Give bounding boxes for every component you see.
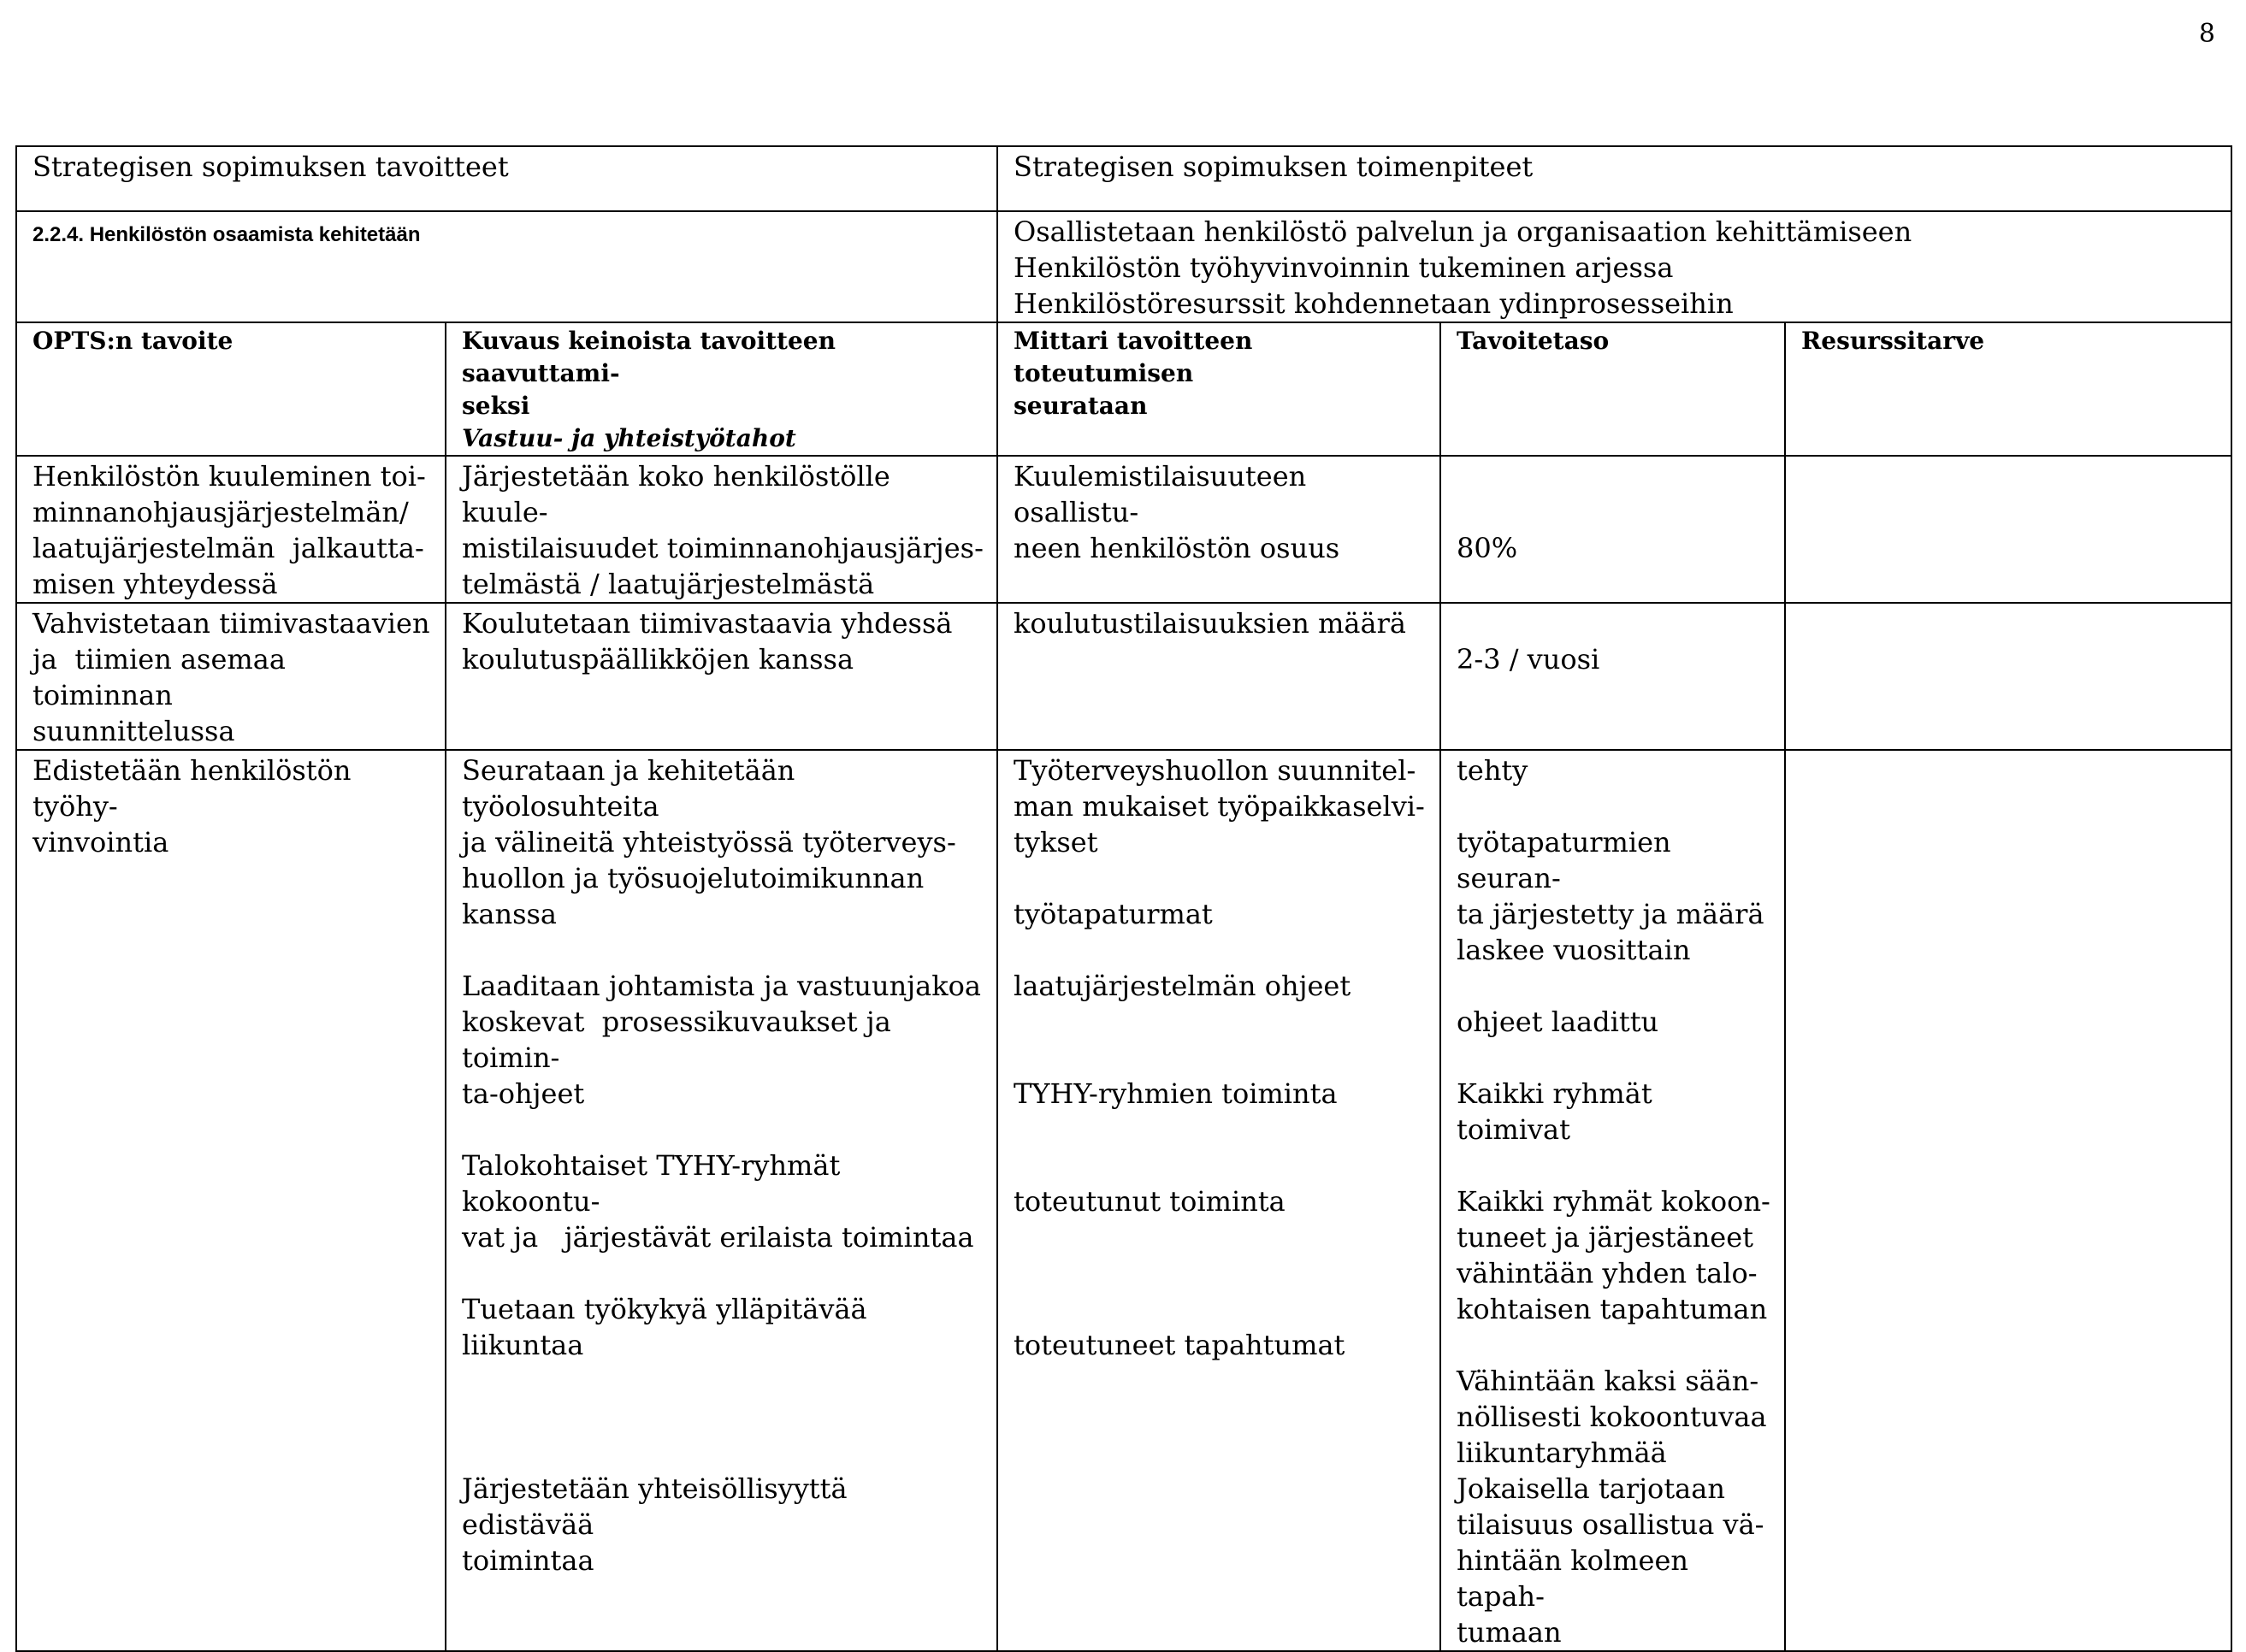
section-actions-cell	[997, 211, 2231, 322]
actions-title: Strategisen sopimuksen toimenpiteet	[1014, 150, 1534, 183]
means-text: koulutuspäällikköjen kanssa	[462, 643, 854, 676]
meter-text: Kuulemistilaisuuteen osallistu-	[1014, 460, 1315, 528]
col-means-label: Kuvaus keinoista tavoitteen saavuttami-	[462, 327, 844, 387]
meter-text: työtapaturmat	[1014, 898, 1213, 930]
target-text: tehty	[1457, 754, 1528, 787]
meter-text: tykset	[1014, 826, 1098, 858]
target-text: ohjeet laadittu	[1457, 1006, 1659, 1038]
col-goal-label: OPTS:n tavoite	[33, 327, 233, 355]
meter-cell	[997, 603, 1440, 750]
target-text: ta järjestetty ja määrä	[1457, 898, 1764, 930]
means-text: huollon ja työsuojelutoimikunnan	[462, 862, 925, 894]
target-cell	[1440, 750, 1785, 1651]
section-action: Henkilöstöresurssit kohdennetaan ydinprosesseihin	[1014, 287, 1734, 320]
meter-text: toteutunut toiminta	[1014, 1185, 1286, 1218]
resources-cell	[1785, 603, 2231, 750]
target-text: tuneet ja järjestäneet	[1457, 1221, 1754, 1254]
strategy-table	[15, 145, 2232, 1652]
target-text: tumaan	[1457, 1616, 1562, 1649]
goal-text: minnanohjausjärjestelmän/	[33, 496, 409, 528]
col-goal-header	[16, 322, 446, 456]
means-text: Järjestetään yhteisöllisyyttä edistävää	[462, 1472, 856, 1541]
section-title: 2.2.4. Henkilöstön osaamista kehitetään	[33, 223, 421, 246]
means-text: Seurataan ja kehitetään työolosuhteita	[462, 754, 804, 823]
col-meter-header	[997, 322, 1440, 456]
goal-text: misen yhteydessä	[33, 568, 278, 600]
goals-title: Strategisen sopimuksen tavoitteet	[33, 150, 509, 183]
means-text: ja välineitä yhteistyössä työterveys-	[462, 826, 956, 858]
means-text: toimintaa	[462, 1544, 594, 1577]
section-action: Henkilöstön työhyvinvoinnin tukeminen arjessa	[1014, 251, 1674, 284]
goal-cell	[16, 456, 446, 603]
col-means-sublabel: Vastuu- ja yhteistyötahot	[462, 424, 796, 452]
means-text: Koulutetaan tiimivastaavia yhdessä	[462, 607, 953, 640]
target-text: Jokaisella tarjotaan	[1457, 1472, 1725, 1505]
meter-cell	[997, 750, 1440, 1651]
means-text: koskevat prosessikuvaukset ja toimin-	[462, 1006, 900, 1074]
goal-text: Vahvistetaan tiimivastaavien	[33, 607, 430, 640]
means-text: ta-ohjeet	[462, 1077, 585, 1110]
means-text: Järjestetään koko henkilöstölle kuule-	[462, 460, 899, 528]
target-text: 80%	[1457, 532, 1518, 564]
table-row	[16, 750, 2231, 1651]
means-text: telmästä / laatujärjestelmästä	[462, 568, 875, 600]
table-row	[16, 456, 2231, 603]
meter-text: koulutustilaisuuksien määrä	[1014, 607, 1406, 640]
target-text: vähintään yhden talo-	[1457, 1257, 1758, 1289]
meter-text: Työterveyshuollon suunnitel-	[1014, 754, 1416, 787]
actions-title-cell	[997, 146, 2231, 211]
page-number: 8	[2198, 19, 2215, 49]
target-text: Kaikki ryhmät toimivat	[1457, 1077, 1661, 1146]
col-means-label: seksi	[462, 392, 530, 420]
meter-text: neen henkilöstön osuus	[1014, 532, 1340, 564]
meter-cell	[997, 456, 1440, 603]
target-text: liikuntaryhmää	[1457, 1437, 1667, 1469]
col-resources-label: Resurssitarve	[1801, 327, 1985, 355]
section-action: Osallistetaan henkilöstö palvelun ja organisaation kehittämiseen	[1014, 215, 1912, 248]
column-header-row	[16, 322, 2231, 456]
section-row	[16, 211, 2231, 322]
means-text: vat ja järjestävät erilaista toimintaa	[462, 1221, 974, 1254]
target-cell	[1440, 456, 1785, 603]
target-text: 2-3 / vuosi	[1457, 643, 1600, 676]
target-text: tilaisuus osallistua vä-	[1457, 1508, 1764, 1541]
means-cell	[446, 456, 997, 603]
goal-text: laatujärjestelmän jalkautta-	[33, 532, 424, 564]
goal-text: suunnittelussa	[33, 715, 235, 747]
target-text: hintään kolmeen tapah-	[1457, 1544, 1698, 1613]
col-means-header	[446, 322, 997, 456]
means-text: kanssa	[462, 898, 557, 930]
meter-text: man mukaiset työpaikkaselvi-	[1014, 790, 1425, 823]
col-meter-label: Mittari tavoitteen toteutumisen	[1014, 327, 1262, 387]
goal-text: Henkilöstön kuuleminen toi-	[33, 460, 426, 493]
target-cell	[1440, 603, 1785, 750]
goal-text: ja tiimien asemaa toiminnan	[33, 643, 295, 711]
means-text: Laaditaan johtamista ja vastuunjakoa	[462, 970, 981, 1002]
table-header-row	[16, 146, 2231, 211]
means-text: mistilaisuudet toiminnanohjausjärjes-	[462, 532, 984, 564]
goal-cell	[16, 750, 446, 1651]
target-text: kohtaisen tapahtuman	[1457, 1293, 1768, 1325]
means-text: Talokohtaiset TYHY-ryhmät kokoontu-	[462, 1149, 849, 1218]
meter-text: toteutuneet tapahtumat	[1014, 1329, 1345, 1361]
target-text: nöllisesti kokoontuvaa	[1457, 1401, 1767, 1433]
goal-cell	[16, 603, 446, 750]
table-row	[16, 603, 2231, 750]
resources-cell	[1785, 456, 2231, 603]
means-cell	[446, 750, 997, 1651]
target-text: Vähintään kaksi sään-	[1457, 1365, 1759, 1397]
means-cell	[446, 603, 997, 750]
goals-title-cell	[16, 146, 997, 211]
col-target-header	[1440, 322, 1785, 456]
goal-text: vinvointia	[33, 826, 169, 858]
col-resources-header	[1785, 322, 2231, 456]
target-text: työtapaturmien seuran-	[1457, 826, 1680, 894]
target-text: Kaikki ryhmät kokoon-	[1457, 1185, 1770, 1218]
col-meter-label: seurataan	[1014, 392, 1148, 420]
resources-cell	[1785, 750, 2231, 1651]
meter-text: laatujärjestelmän ohjeet	[1014, 970, 1351, 1002]
means-text: Tuetaan työkykyä ylläpitävää liikuntaa	[462, 1293, 876, 1361]
section-title-cell	[16, 211, 997, 322]
col-target-label: Tavoitetaso	[1457, 327, 1610, 355]
meter-text: TYHY-ryhmien toiminta	[1014, 1077, 1338, 1110]
target-text: laskee vuosittain	[1457, 934, 1691, 966]
goal-text: Edistetään henkilöstön työhy-	[33, 754, 360, 823]
